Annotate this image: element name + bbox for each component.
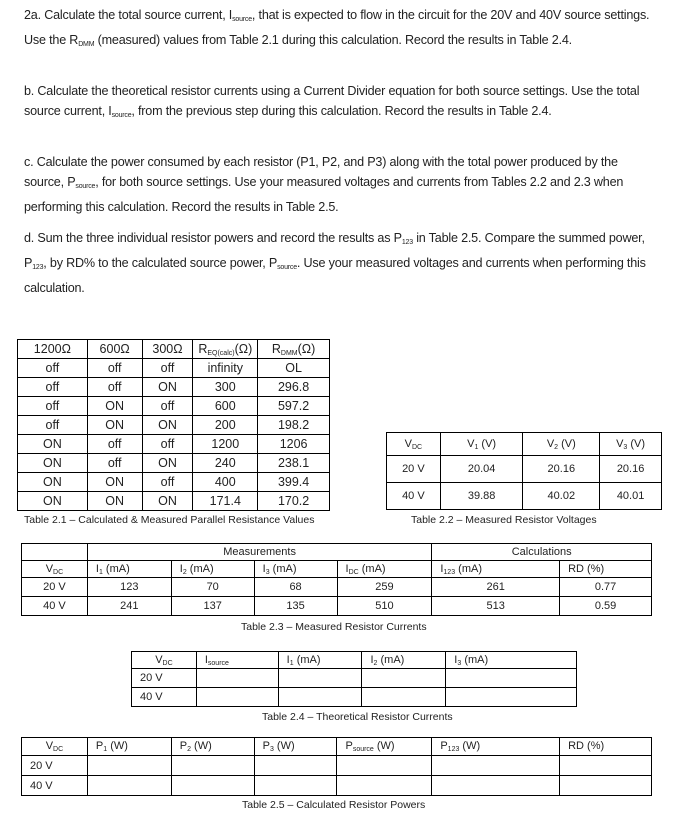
table-cell: 70 (171, 578, 254, 597)
table-cell: ON (142, 416, 193, 435)
table-cell: 261 (432, 578, 560, 597)
input-cell[interactable] (171, 776, 254, 796)
table-cell: 20.16 (523, 456, 600, 483)
header-cell: $I_1$ (mA) (87, 561, 171, 578)
table-cell: off (142, 397, 193, 416)
header-cell: RD (%) (560, 561, 652, 578)
table-2-3 (21, 543, 652, 616)
table-cell: 137 (171, 597, 254, 616)
header-cell: $V_{DC}$ (387, 433, 441, 456)
table-cell: 171.4 (193, 492, 258, 511)
header-cell: $V_2$ (V) (523, 433, 600, 456)
header-cell: $I_{DC}$ (mA) (337, 561, 432, 578)
header-cell: 1200Ω (18, 340, 88, 359)
table-cell: 0.77 (560, 578, 652, 597)
table-cell: off (87, 378, 142, 397)
group-header: Measurements (87, 544, 431, 561)
table-row (132, 688, 577, 707)
table-cell: ON (18, 454, 88, 473)
table-cell: 20.16 (600, 456, 662, 483)
table-cell: 513 (432, 597, 560, 616)
table-row (18, 473, 330, 492)
table-cell: 40.02 (523, 483, 600, 510)
table-cell: ON (87, 473, 142, 492)
input-cell[interactable] (432, 776, 560, 796)
input-cell[interactable] (432, 756, 560, 776)
header-cell: $I_1$ (mA) (278, 652, 362, 669)
table-cell: 40 V (387, 483, 441, 510)
table-cell: off (142, 473, 193, 492)
table-row (18, 416, 330, 435)
table-row (22, 756, 652, 776)
header-cell: $R_{DMM}(\Omega)$ (258, 340, 330, 359)
header-cell: $R_{EQ(calc)}(\Omega)$ (193, 340, 258, 359)
table-2-2 (386, 432, 662, 510)
table-cell: OL (258, 359, 330, 378)
table-cell: 238.1 (258, 454, 330, 473)
header-cell: $P_1$ (W) (87, 738, 171, 756)
instruction-c: c. Calculate the power consumed by each resistor (P1, P2, and P3) along with the total power produced by the source, $P_{source}$, for both source settings. Use your measured voltages and currents from Tables 2.2 and 2.3 when performing this calculation. Record the results in Table 2.5. (24, 155, 624, 214)
table-cell: 20 V (22, 578, 88, 597)
table-cell: 510 (337, 597, 432, 616)
table-2-1 (17, 339, 330, 511)
table-2-4-caption: Table 2.4 – Theoretical Resistor Currents (262, 711, 453, 723)
row-label: 40 V (132, 688, 197, 707)
table-cell: ON (142, 378, 193, 397)
table-cell: ON (87, 397, 142, 416)
table-row (22, 578, 652, 597)
table-cell: ON (18, 473, 88, 492)
row-label: 40 V (22, 776, 88, 796)
input-cell[interactable] (196, 669, 278, 688)
table-row (18, 492, 330, 511)
table-cell: 259 (337, 578, 432, 597)
header-cell: $I_{123}$ (mA) (432, 561, 560, 578)
table-cell: infinity (193, 359, 258, 378)
input-cell[interactable] (337, 756, 432, 776)
input-cell[interactable] (254, 756, 337, 776)
table-cell: off (18, 397, 88, 416)
table-2-2-caption: Table 2.2 – Measured Resistor Voltages (411, 514, 597, 526)
table-row (18, 454, 330, 473)
table-row (18, 397, 330, 416)
table-cell: 1200 (193, 435, 258, 454)
table-cell: 1206 (258, 435, 330, 454)
table-row (387, 483, 662, 510)
instruction-d: d. Sum the three individual resistor powers and record the results as $P_{123}$ in Table 2.5. Compare the summed power, $P_{123}$, by RD% to the calculated source power, $P_{source}$. Use your measured voltages and currents when performing this calculation. (24, 231, 646, 295)
header-cell: $I_{source}$ (196, 652, 278, 669)
header-cell: $P_{source}$ (W) (337, 738, 432, 756)
table-cell: 123 (87, 578, 171, 597)
table-row (18, 359, 330, 378)
table-cell: 300 (193, 378, 258, 397)
table-cell: off (18, 378, 88, 397)
table-cell: ON (87, 492, 142, 511)
table-cell: 40.01 (600, 483, 662, 510)
table-cell: 296.8 (258, 378, 330, 397)
header-cell: $V_{DC}$ (22, 738, 88, 756)
empty-cell (22, 544, 88, 561)
table-2-3-caption: Table 2.3 – Measured Resistor Currents (241, 621, 427, 633)
input-cell[interactable] (362, 688, 446, 707)
table-cell: ON (142, 492, 193, 511)
input-cell[interactable] (87, 756, 171, 776)
header-cell: $I_2$ (mA) (362, 652, 446, 669)
table-cell: ON (142, 454, 193, 473)
table-2-5 (21, 737, 652, 796)
input-cell[interactable] (446, 688, 577, 707)
header-cell: 600Ω (87, 340, 142, 359)
table-cell: 135 (254, 597, 337, 616)
header-cell: RD (%) (560, 738, 652, 756)
header-cell: $P_3$ (W) (254, 738, 337, 756)
table-cell: 198.2 (258, 416, 330, 435)
table-2-5-caption: Table 2.5 – Calculated Resistor Powers (242, 799, 426, 811)
table-cell: 597.2 (258, 397, 330, 416)
header-cell: $I_2$ (mA) (171, 561, 254, 578)
header-cell: 300Ω (142, 340, 193, 359)
table-cell: 20 V (387, 456, 441, 483)
table-cell: off (142, 435, 193, 454)
input-cell[interactable] (278, 669, 362, 688)
table-cell: ON (87, 416, 142, 435)
table-cell: 200 (193, 416, 258, 435)
table-row (132, 669, 577, 688)
table-2-4 (131, 651, 577, 707)
table-cell: 600 (193, 397, 258, 416)
instruction-b: b. Calculate the theoretical resistor currents using a Current Divider equation for both source settings. Use the total source current, $I_{source}$, from the previous step during this calculation. Record the results in Table 2.4. (24, 84, 640, 119)
input-cell[interactable] (446, 669, 577, 688)
table-cell: off (18, 416, 88, 435)
header-cell: $V_1$ (V) (440, 433, 523, 456)
table-cell: 240 (193, 454, 258, 473)
input-cell[interactable] (337, 776, 432, 796)
input-cell[interactable] (362, 669, 446, 688)
table-row (18, 435, 330, 454)
table-cell: 39.88 (440, 483, 523, 510)
input-cell[interactable] (254, 776, 337, 796)
table-2-1-caption: Table 2.1 – Calculated & Measured Parallel Resistance Values (24, 514, 315, 526)
table-cell: ON (18, 492, 88, 511)
header-cell: $P_2$ (W) (171, 738, 254, 756)
header-cell: $V_3$ (V) (600, 433, 662, 456)
group-header: Calculations (432, 544, 652, 561)
input-cell[interactable] (560, 776, 652, 796)
input-cell[interactable] (560, 756, 652, 776)
header-cell: $V_{DC}$ (132, 652, 197, 669)
header-cell: $I_3$ (mA) (446, 652, 577, 669)
table-cell: off (18, 359, 88, 378)
table-cell: off (142, 359, 193, 378)
input-cell[interactable] (171, 756, 254, 776)
header-cell: $P_{123}$ (W) (432, 738, 560, 756)
header-cell: $V_{DC}$ (22, 561, 88, 578)
table-cell: 399.4 (258, 473, 330, 492)
row-label: 20 V (132, 669, 197, 688)
input-cell[interactable] (87, 776, 171, 796)
table-cell: 400 (193, 473, 258, 492)
table-header-row (18, 340, 330, 359)
table-cell: 241 (87, 597, 171, 616)
input-cell[interactable] (278, 688, 362, 707)
table-cell: off (87, 359, 142, 378)
table-cell: 68 (254, 578, 337, 597)
table-cell: off (87, 454, 142, 473)
table-cell: 40 V (22, 597, 88, 616)
table-row (387, 456, 662, 483)
table-cell: 170.2 (258, 492, 330, 511)
table-row (22, 597, 652, 616)
table-cell: 20.04 (440, 456, 523, 483)
table-cell: ON (18, 435, 88, 454)
header-cell: $I_3$ (mA) (254, 561, 337, 578)
row-label: 20 V (22, 756, 88, 776)
table-cell: 0.59 (560, 597, 652, 616)
table-row (18, 378, 330, 397)
table-row (22, 776, 652, 796)
instruction-2a: 2a. Calculate the total source current, $I_{source}$, that is expected to flow in the circuit for the 20V and 40V source settings. Use the $R_{DMM}$ (measured) values from Table 2.1 during this calculation. Record the results in Table 2.4. (24, 8, 650, 48)
table-cell: off (87, 435, 142, 454)
input-cell[interactable] (196, 688, 278, 707)
